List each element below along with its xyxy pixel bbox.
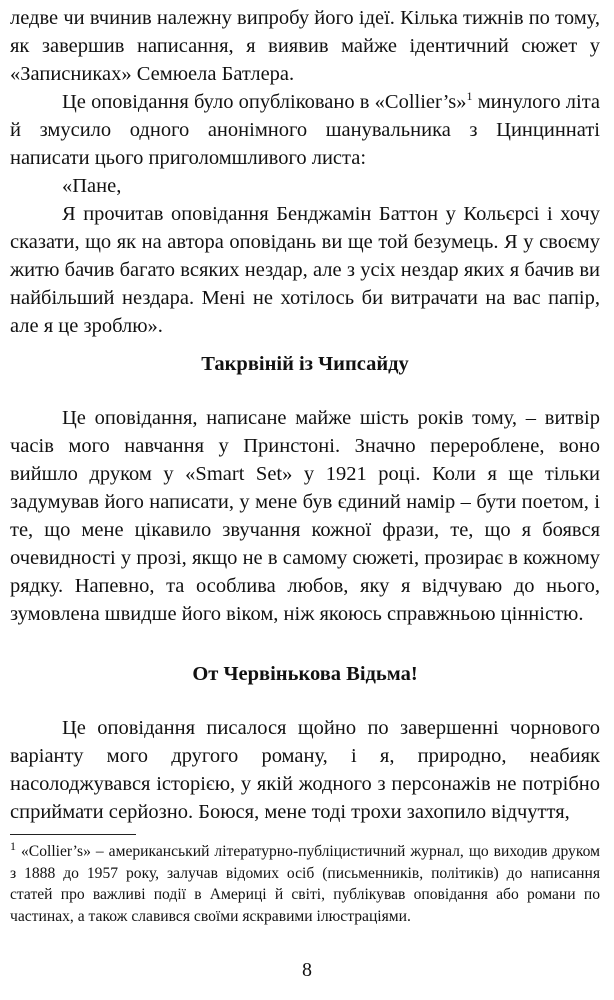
section-two-text: [10, 404, 600, 628]
footnote-text: «Collier’s» – американський літературно-публіцистичний журнал, що виходив друком з 1888 до 1957 року, залучав відомих осіб (письменників, політиків) до написання статей про важливі події в Америці й світі, публікував оповідання або романи по частинах, а також славився своїми яскравими ілюстраціями.: [10, 843, 600, 925]
section-heading-tarquin: Такрвіній із Чипсайду: [201, 353, 409, 375]
paragraph-collier-text-before: Це оповідання було опубліковано в «Collier’s»: [62, 91, 467, 113]
letter-salutation: «Пане,: [62, 175, 122, 197]
section-heading-witch: От Червінькова Відьма!: [192, 663, 418, 685]
footnote: [10, 838, 600, 927]
paragraph-tarquin: Це оповідання, написане майже шість років тому, – витвір часів мого навчання у Принстоні. Значно перероблене, воно вийшло друком у «Smart Set» у 1921 році. Коли я ще тільки задумував його написати, у мене був єдиний намір – бути поетом, і те, що мене цікавило звучання кожної фрази, те, що я боявся очевидності у прозі, якщо не в самому сюжеті, прозирає в кожному рядку. Напевно, та особлива любов, яку я відчуваю до нього, зумовлена швидше його віком, ніж якоюсь справжньою цінністю.: [10, 407, 600, 625]
paragraph-continuation: ледве чи вчинив належну випробу його ідеї. Кілька тижнів по тому, як завершив написання, я виявив майже ідентичний сюжет у «Записниках» Семюела Батлера.: [10, 7, 600, 85]
section-three-text: [10, 714, 600, 826]
paragraph-witch: Це оповідання писалося щойно по завершенні чорнового варіанту мого другого роману, і я, природно, неабияк насолоджувався історією, у якій жодного з персонажів не потрібно сприймати серйозно. Боюся, мене тоді трохи захопило відчуття,: [10, 717, 600, 823]
page-number: 8: [302, 959, 312, 981]
paragraph-collier-text-after: минулого літа й змусило одного анонімного шанувальника з Цинциннаті написати цього приголомшливого листа:: [10, 91, 600, 169]
paragraph-collier: [10, 88, 600, 172]
footnote-reference: 1: [466, 89, 473, 104]
letter-body: Я прочитав оповідання Бенджамін Баттон у Кольєрсі і хочу сказати, що як на автора оповідань ви ще той безумець. Я у своєму житю бачив багато всяких нездар, але з усіх нездар яких я бачив ви найбільший нездара. Мені не хотілось би витрачати на вас папір, але я це зроблю».: [10, 203, 600, 337]
footnote-divider: [10, 834, 136, 835]
section-one-text: [10, 4, 600, 340]
footnote-marker: 1: [10, 838, 16, 853]
